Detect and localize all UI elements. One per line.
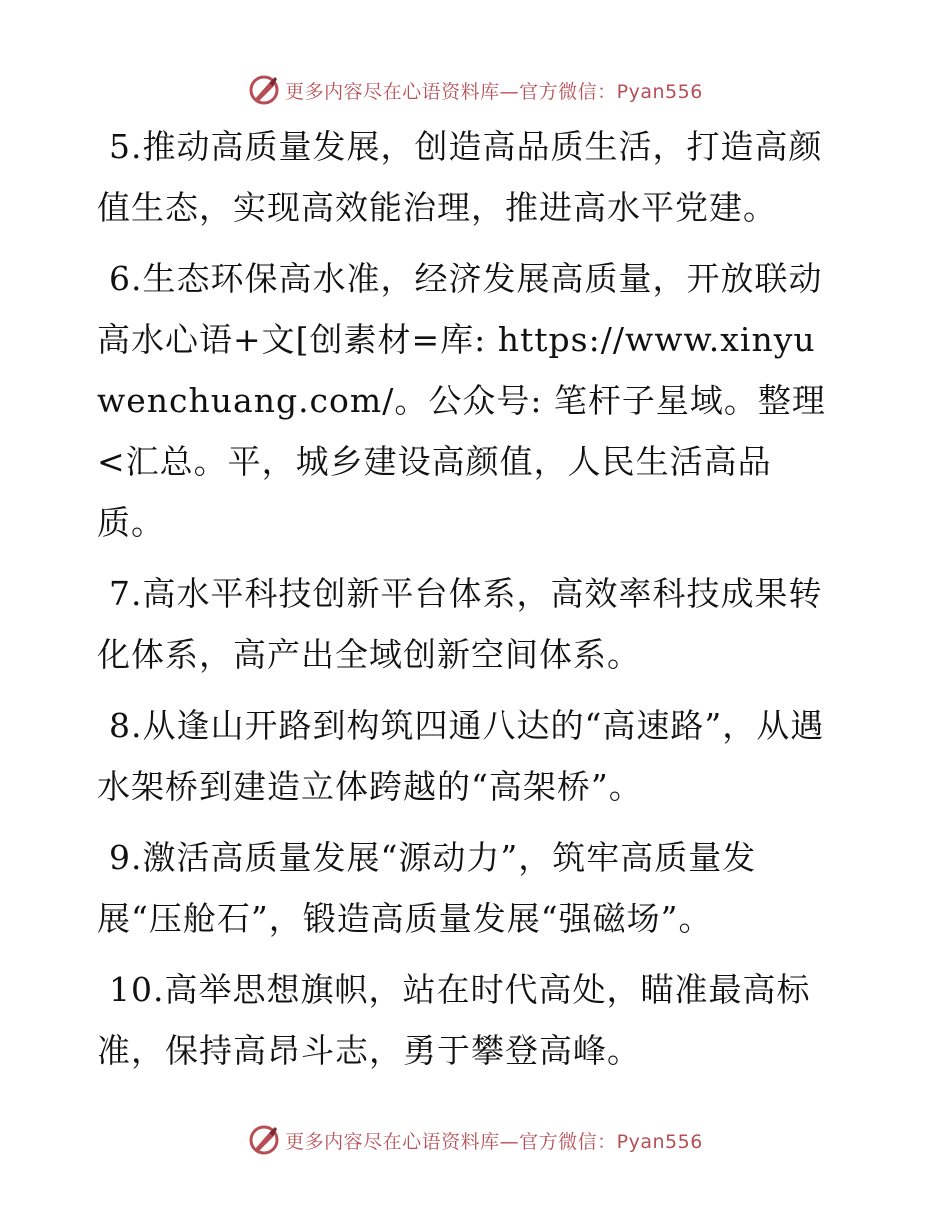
- footer-banner: [0, 1120, 950, 1160]
- paragraph-8: [97, 695, 837, 817]
- paragraph-9: [97, 827, 837, 949]
- paragraph-number: 7.: [109, 574, 143, 613]
- pen-nib-seal-icon: [247, 1123, 281, 1157]
- paragraph-number: 8.: [109, 706, 143, 745]
- paragraph-text: 高举思想旗帜，站在时代高处，瞄准最高标准，保持高昂斗志，勇于攀登高峰。: [97, 970, 811, 1070]
- paragraph-10: [97, 959, 837, 1081]
- document-body: [97, 116, 837, 1091]
- paragraph-text: 推动高质量发展，创造高品质生活，打造高颜值生态，实现高效能治理，推进高水平党建。: [97, 127, 823, 227]
- header-banner: [0, 70, 950, 110]
- paragraph-5: [97, 116, 837, 238]
- paragraph-number: 5.: [109, 127, 143, 166]
- paragraph-7: [97, 563, 837, 685]
- paragraph-6: [97, 248, 837, 553]
- paragraph-text: 激活高质量发展“源动力”，筑牢高质量发展“压舱石”，锻造高质量发展“强磁场”。: [97, 838, 757, 938]
- paragraph-number: 9.: [109, 838, 143, 877]
- paragraph-text: 高水平科技创新平台体系，高效率科技成果转化体系，高产出全域创新空间体系。: [97, 574, 823, 674]
- header-banner-text: 更多内容尽在心语资料库—官方微信：Pyan556: [285, 80, 703, 103]
- paragraph-text: 生态环保高水准，经济发展高质量，开放联动高水心语+文[创素材=库: https://www.xinyuwenchuang.com/。公众号: 笔杆子星域。整理<汇总。平，城乡建设高颜值，人民生活高品质。: [97, 259, 826, 542]
- paragraph-number: 6.: [109, 259, 143, 298]
- paragraph-text: 从逢山开路到构筑四通八达的“高速路”，从遇水架桥到建造立体跨越的“高架桥”。: [97, 706, 825, 806]
- pen-nib-seal-icon: [247, 73, 281, 107]
- paragraph-number: 10.: [109, 970, 165, 1009]
- footer-banner-text: 更多内容尽在心语资料库—官方微信：Pyan556: [285, 1130, 703, 1153]
